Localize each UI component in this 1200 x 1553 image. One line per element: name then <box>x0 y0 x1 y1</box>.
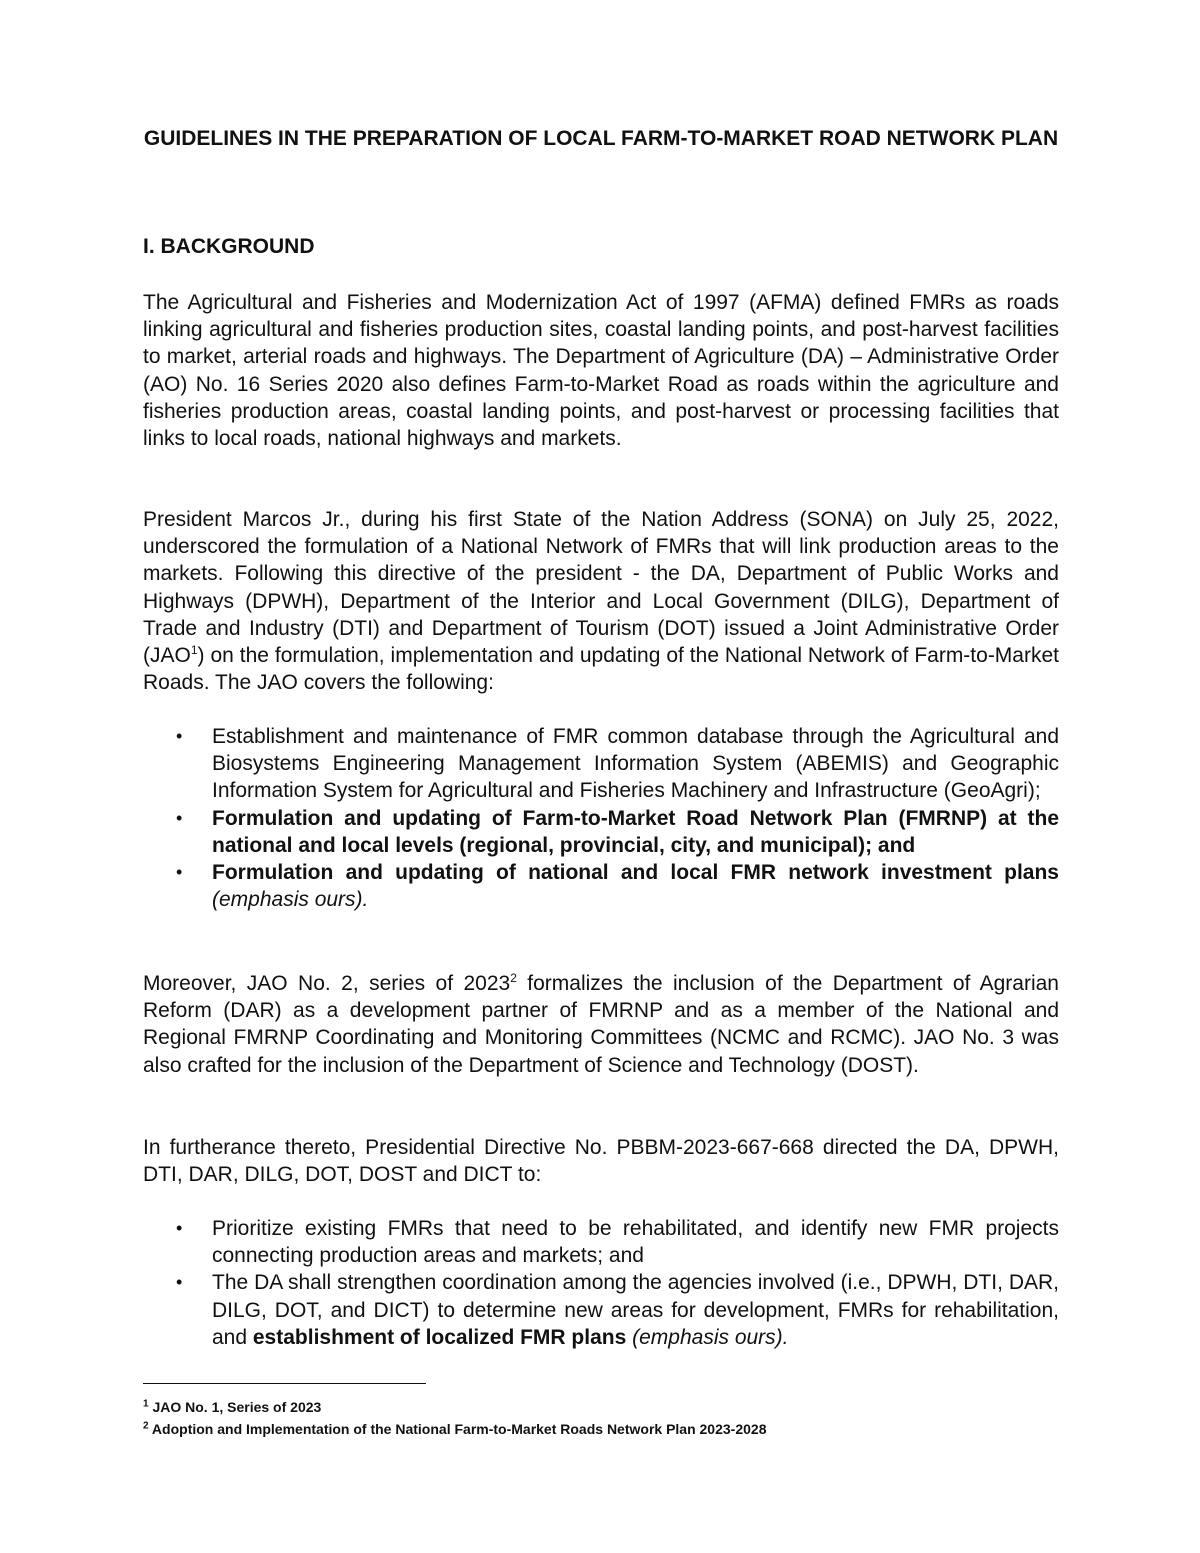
footnote-number: 1 <box>143 1398 149 1410</box>
section-heading-background: I. BACKGROUND <box>143 235 315 258</box>
list-item-text: The DA shall strengthen coordination among the agencies involved (i.e., DPWH, DTI, DAR, DILG, DOT, and DICT) to determine new areas for development, FMRs for rehabilitation, and <box>212 1271 1059 1349</box>
emphasis-note: (emphasis ours). <box>212 888 369 912</box>
footnote-2 <box>143 1418 1059 1440</box>
paragraph-text: ) on the formulation, implementation and updating of the National Network of Farm-to-Market Roads. The JAO covers the following: <box>143 644 1059 695</box>
bullet-icon: • <box>176 1272 183 1293</box>
directive-list <box>176 1215 1059 1351</box>
paragraph-presidential-directive: In furtherance thereto, Presidential Directive No. PBBM-2023-667-668 directed the DA, DPWH, DTI, DAR, DILG, DOT, DOST and DICT to: <box>143 1136 1059 1187</box>
list-item-text-bold: establishment of localized FMR plans <box>252 1325 627 1349</box>
footnote-number: 2 <box>143 1420 149 1432</box>
paragraph-jao-2 <box>143 970 1059 1079</box>
paragraph-text: formalizes the inclusion of the Department of Agrarian Reform (DAR) as a development partner of FMRNP and as a member of the National and Regional FMRNP Coordinating and Monitoring Committees (NCMC and RCMC). JAO No. 3 was also crafted for the inclusion of the Department of Science and Technology (DOST). <box>143 972 1059 1077</box>
paragraph-text: President Marcos Jr., during his first State of the Nation Address (SONA) on July 25, 2022, underscored the formulation of a National Network of FMRs that will link production areas to the markets. Following this directive of the president - the DA, Department of Public Works and Highways (DPWH), Department of the Interior and Local Government (DILG), Department of Trade and Industry (DTI) and Department of Tourism (DOT) issued a Joint Administrative Order (JAO <box>143 508 1059 668</box>
list-item-text: Prioritize existing FMRs that need to be rehabilitated, and identify new FMR projects connecting production areas and markets; and <box>212 1217 1059 1268</box>
list-item-text-bold: Formulation and updating of Farm-to-Market Road Network Plan (FMRNP) at the national and local levels (regional, provincial, city, and municipal); and <box>212 806 1059 857</box>
footnote-text: Adoption and Implementation of the National Farm-to-Market Roads Network Plan 2023-2028 <box>148 1421 767 1437</box>
bullet-icon: • <box>176 862 183 883</box>
footnote-ref-1[interactable]: 1 <box>190 643 198 658</box>
emphasis-note: (emphasis ours). <box>632 1325 789 1349</box>
paragraph-sona-directive <box>143 506 1059 696</box>
footnote-ref-2[interactable]: 2 <box>510 971 517 985</box>
footnote-text: JAO No. 1, Series of 2023 <box>148 1399 322 1415</box>
footnote-1 <box>143 1396 1059 1418</box>
footnote-divider <box>143 1383 426 1384</box>
list-item-text: Establishment and maintenance of FMR common database through the Agricultural and Biosystems Engineering Management Information System (ABEMIS) and Geographic Information System for Agricultural and Fisheries Machinery and Infrastructure (GeoAgri); <box>212 725 1059 803</box>
list-item <box>176 723 1059 805</box>
list-item <box>176 1269 1059 1351</box>
list-item <box>176 1215 1059 1269</box>
paragraph-text: Moreover, JAO No. 2, series of 2023 <box>143 972 511 995</box>
document-title: GUIDELINES IN THE PREPARATION OF LOCAL FARM-TO-MARKET ROAD NETWORK PLAN <box>143 127 1059 150</box>
list-item-text-bold: Formulation and updating of national and local FMR network investment plans <box>212 861 1059 885</box>
bullet-icon: • <box>176 807 183 828</box>
bullet-icon: • <box>176 726 183 746</box>
bullet-icon: • <box>176 1218 183 1238</box>
footnotes <box>143 1396 1059 1440</box>
list-item <box>176 805 1059 859</box>
list-item <box>176 859 1059 913</box>
jao-coverage-list <box>176 723 1059 913</box>
paragraph-afma-definition: The Agricultural and Fisheries and Modernization Act of 1997 (AFMA) defined FMRs as roads linking agricultural and fisheries production sites, coastal landing points, and post-harvest facilities to market, arterial roads and highways. The Department of Agriculture (DA) – Administrative Order (AO) No. 16 Series 2020 also defines Farm-to-Market Road as roads within the agriculture and fisheries production areas, coastal landing points, and post-harvest or processing facilities that links to local roads, national highways and markets. <box>143 291 1059 451</box>
